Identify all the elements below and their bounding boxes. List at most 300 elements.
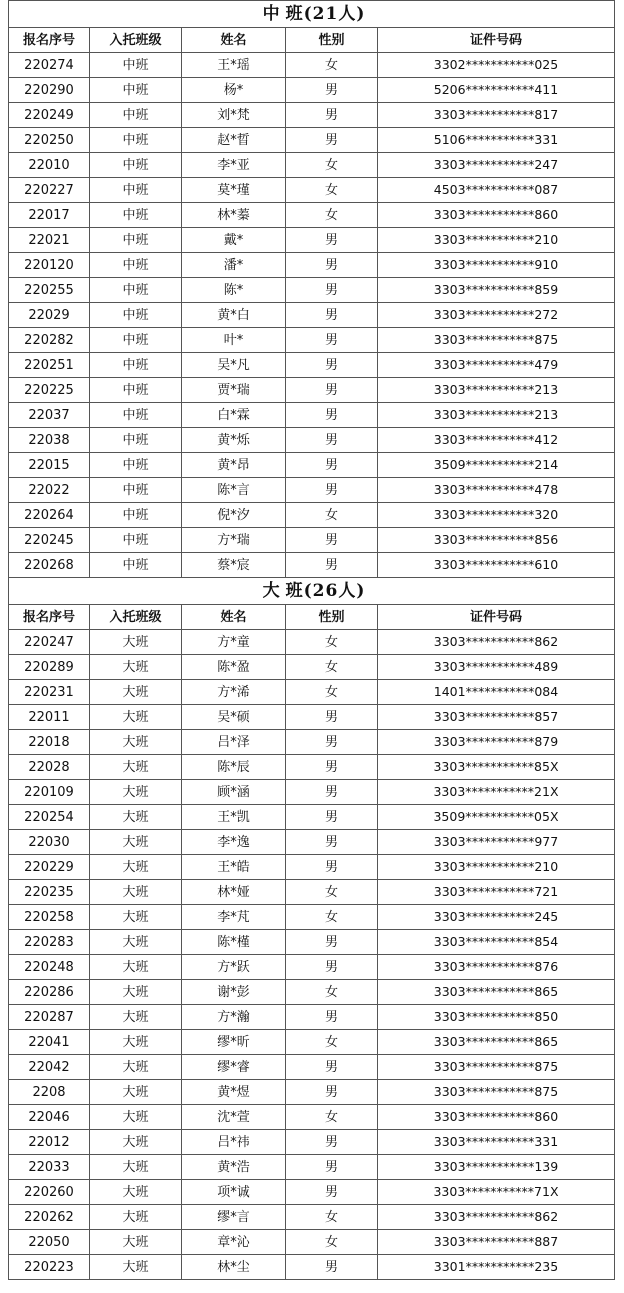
gender-cell: 女 — [286, 655, 378, 680]
id-number-cell: 3303***********272 — [378, 303, 615, 328]
gender-cell: 女 — [286, 880, 378, 905]
id-number-cell: 3303***********865 — [378, 1030, 615, 1055]
gender-cell: 女 — [286, 503, 378, 528]
class-cell: 中班 — [90, 103, 182, 128]
section-title — [9, 578, 615, 605]
table-row — [9, 930, 615, 955]
name-cell: 吕*祎 — [182, 1130, 286, 1155]
registration-number-cell: 220286 — [9, 980, 90, 1005]
class-cell: 中班 — [90, 178, 182, 203]
class-cell: 大班 — [90, 955, 182, 980]
registration-number-cell: 22042 — [9, 1055, 90, 1080]
id-number-cell: 3303***********887 — [378, 1230, 615, 1255]
class-cell: 大班 — [90, 1030, 182, 1055]
table-row — [9, 503, 615, 528]
id-number-cell: 3303***********210 — [378, 228, 615, 253]
header-registration-number: 报名序号 — [9, 28, 90, 53]
id-number-cell: 3303***********879 — [378, 730, 615, 755]
class-cell: 中班 — [90, 228, 182, 253]
registration-number-cell: 220264 — [9, 503, 90, 528]
gender-cell: 女 — [286, 153, 378, 178]
registration-number-cell: 220231 — [9, 680, 90, 705]
gender-cell: 女 — [286, 203, 378, 228]
table-row — [9, 805, 615, 830]
id-number-cell: 3303***********817 — [378, 103, 615, 128]
gender-cell: 男 — [286, 805, 378, 830]
id-number-cell: 3303***********85X — [378, 755, 615, 780]
table-row — [9, 880, 615, 905]
id-number-cell: 3303***********910 — [378, 253, 615, 278]
table-row — [9, 128, 615, 153]
id-number-cell: 3303***********875 — [378, 328, 615, 353]
name-cell: 白*霖 — [182, 403, 286, 428]
id-number-cell: 3303***********977 — [378, 830, 615, 855]
id-number-cell: 3303***********860 — [378, 203, 615, 228]
gender-cell: 男 — [286, 353, 378, 378]
gender-cell: 男 — [286, 228, 378, 253]
name-cell: 戴* — [182, 228, 286, 253]
registration-number-cell: 22030 — [9, 830, 90, 855]
id-number-cell: 3303***********854 — [378, 930, 615, 955]
table-row — [9, 78, 615, 103]
table-row — [9, 228, 615, 253]
name-cell: 杨* — [182, 78, 286, 103]
registration-number-cell: 22041 — [9, 1030, 90, 1055]
gender-cell: 男 — [286, 378, 378, 403]
id-number-cell: 3303***********865 — [378, 980, 615, 1005]
gender-cell: 男 — [286, 478, 378, 503]
class-cell: 大班 — [90, 905, 182, 930]
gender-cell: 男 — [286, 1130, 378, 1155]
id-number-cell: 1401***********084 — [378, 680, 615, 705]
table-row — [9, 553, 615, 578]
id-number-cell: 3303***********320 — [378, 503, 615, 528]
registration-number-cell: 220109 — [9, 780, 90, 805]
name-cell: 林*蓁 — [182, 203, 286, 228]
registration-number-cell: 220287 — [9, 1005, 90, 1030]
name-cell: 李*逸 — [182, 830, 286, 855]
name-cell: 潘* — [182, 253, 286, 278]
class-cell: 大班 — [90, 1080, 182, 1105]
gender-cell: 男 — [286, 128, 378, 153]
section-title — [9, 1, 615, 28]
section-title-row — [9, 1, 615, 28]
table-row — [9, 53, 615, 78]
name-cell: 李*芃 — [182, 905, 286, 930]
registration-number-cell: 22037 — [9, 403, 90, 428]
class-cell: 大班 — [90, 1155, 182, 1180]
name-cell: 吴*凡 — [182, 353, 286, 378]
class-cell: 大班 — [90, 630, 182, 655]
name-cell: 项*诚 — [182, 1180, 286, 1205]
id-number-cell: 3303***********489 — [378, 655, 615, 680]
gender-cell: 男 — [286, 1255, 378, 1280]
section-title-rest: 班(26人) — [285, 580, 366, 601]
gender-cell: 男 — [286, 1080, 378, 1105]
name-cell: 莫*瑾 — [182, 178, 286, 203]
gender-cell: 男 — [286, 1180, 378, 1205]
class-cell: 大班 — [90, 680, 182, 705]
gender-cell: 男 — [286, 278, 378, 303]
class-cell: 大班 — [90, 1055, 182, 1080]
table-row — [9, 630, 615, 655]
gender-cell: 男 — [286, 453, 378, 478]
gender-cell: 女 — [286, 980, 378, 1005]
registration-number-cell: 22038 — [9, 428, 90, 453]
registration-number-cell: 220251 — [9, 353, 90, 378]
name-cell: 黄*烁 — [182, 428, 286, 453]
class-cell: 中班 — [90, 328, 182, 353]
table-row — [9, 278, 615, 303]
name-cell: 陈* — [182, 278, 286, 303]
name-cell: 吕*泽 — [182, 730, 286, 755]
registration-number-cell: 22029 — [9, 303, 90, 328]
id-number-cell: 3303***********479 — [378, 353, 615, 378]
name-cell: 李*亚 — [182, 153, 286, 178]
id-number-cell: 3302***********025 — [378, 53, 615, 78]
gender-cell: 男 — [286, 553, 378, 578]
id-number-cell: 3303***********213 — [378, 378, 615, 403]
class-cell: 大班 — [90, 1005, 182, 1030]
registration-number-cell: 220262 — [9, 1205, 90, 1230]
table-row — [9, 855, 615, 880]
name-cell: 缪*昕 — [182, 1030, 286, 1055]
class-cell: 中班 — [90, 128, 182, 153]
table-row — [9, 378, 615, 403]
table-row — [9, 1055, 615, 1080]
class-cell: 中班 — [90, 378, 182, 403]
class-cell: 中班 — [90, 403, 182, 428]
name-cell: 章*沁 — [182, 1230, 286, 1255]
registration-number-cell: 220250 — [9, 128, 90, 153]
registration-number-cell: 22011 — [9, 705, 90, 730]
table-row — [9, 353, 615, 378]
id-number-cell: 3303***********245 — [378, 905, 615, 930]
class-cell: 大班 — [90, 930, 182, 955]
class-cell: 中班 — [90, 78, 182, 103]
gender-cell: 男 — [286, 78, 378, 103]
class-cell: 中班 — [90, 553, 182, 578]
registration-number-cell: 220223 — [9, 1255, 90, 1280]
id-number-cell: 3303***********856 — [378, 528, 615, 553]
gender-cell: 男 — [286, 830, 378, 855]
registration-number-cell: 22017 — [9, 203, 90, 228]
header-name: 姓名 — [182, 605, 286, 630]
table-row — [9, 755, 615, 780]
class-cell: 大班 — [90, 1180, 182, 1205]
class-cell: 大班 — [90, 1205, 182, 1230]
gender-cell: 女 — [286, 905, 378, 930]
gender-cell: 女 — [286, 1205, 378, 1230]
table-row — [9, 528, 615, 553]
id-number-cell: 3303***********721 — [378, 880, 615, 905]
gender-cell: 男 — [286, 955, 378, 980]
name-cell: 陈*言 — [182, 478, 286, 503]
gender-cell: 男 — [286, 1155, 378, 1180]
table-row — [9, 1130, 615, 1155]
registration-number-cell: 22015 — [9, 453, 90, 478]
name-cell: 王*皓 — [182, 855, 286, 880]
admission-list — [8, 0, 614, 1280]
gender-cell: 女 — [286, 680, 378, 705]
id-number-cell: 5206***********411 — [378, 78, 615, 103]
id-number-cell: 3303***********875 — [378, 1080, 615, 1105]
name-cell: 陈*盈 — [182, 655, 286, 680]
table-row — [9, 655, 615, 680]
gender-cell: 男 — [286, 328, 378, 353]
class-cell: 中班 — [90, 428, 182, 453]
header-name: 姓名 — [182, 28, 286, 53]
id-number-cell: 3303***********862 — [378, 1205, 615, 1230]
gender-cell: 女 — [286, 178, 378, 203]
registration-number-cell: 22046 — [9, 1105, 90, 1130]
gender-cell: 女 — [286, 630, 378, 655]
gender-cell: 男 — [286, 428, 378, 453]
table-row — [9, 1080, 615, 1105]
class-cell: 中班 — [90, 528, 182, 553]
gender-cell: 女 — [286, 1230, 378, 1255]
table-row — [9, 1255, 615, 1280]
header-gender: 性别 — [286, 605, 378, 630]
registration-number-cell: 220245 — [9, 528, 90, 553]
name-cell: 方*瀚 — [182, 1005, 286, 1030]
table-row — [9, 980, 615, 1005]
header-gender: 性别 — [286, 28, 378, 53]
gender-cell: 女 — [286, 1105, 378, 1130]
table-header-row — [9, 605, 615, 630]
class-cell: 大班 — [90, 1255, 182, 1280]
registration-number-cell: 220282 — [9, 328, 90, 353]
id-number-cell: 3303***********859 — [378, 278, 615, 303]
id-number-cell: 3303***********247 — [378, 153, 615, 178]
name-cell: 陈*槿 — [182, 930, 286, 955]
id-number-cell: 3303***********862 — [378, 630, 615, 655]
gender-cell: 男 — [286, 930, 378, 955]
registration-number-cell: 220120 — [9, 253, 90, 278]
id-number-cell: 3303***********213 — [378, 403, 615, 428]
gender-cell: 男 — [286, 528, 378, 553]
id-number-cell: 3303***********610 — [378, 553, 615, 578]
table-row — [9, 203, 615, 228]
gender-cell: 男 — [286, 303, 378, 328]
registration-number-cell: 220229 — [9, 855, 90, 880]
name-cell: 蔡*宸 — [182, 553, 286, 578]
id-number-cell: 3303***********876 — [378, 955, 615, 980]
registration-number-cell: 220225 — [9, 378, 90, 403]
table-row — [9, 1105, 615, 1130]
registration-number-cell: 220258 — [9, 905, 90, 930]
id-number-cell: 3303***********412 — [378, 428, 615, 453]
table-row — [9, 705, 615, 730]
gender-cell: 男 — [286, 705, 378, 730]
name-cell: 林*尘 — [182, 1255, 286, 1280]
table-row — [9, 428, 615, 453]
name-cell: 黄*浩 — [182, 1155, 286, 1180]
name-cell: 缪*言 — [182, 1205, 286, 1230]
class-cell: 中班 — [90, 478, 182, 503]
name-cell: 黄*煜 — [182, 1080, 286, 1105]
table-body — [9, 1, 615, 1280]
name-cell: 方*童 — [182, 630, 286, 655]
table-row — [9, 453, 615, 478]
class-cell: 大班 — [90, 980, 182, 1005]
gender-cell: 男 — [286, 253, 378, 278]
id-number-cell: 3303***********139 — [378, 1155, 615, 1180]
registration-number-cell: 220227 — [9, 178, 90, 203]
class-cell: 大班 — [90, 655, 182, 680]
id-number-cell: 3509***********05X — [378, 805, 615, 830]
table-header-row — [9, 28, 615, 53]
table-row — [9, 1230, 615, 1255]
class-cell: 大班 — [90, 1230, 182, 1255]
id-number-cell: 3303***********210 — [378, 855, 615, 880]
table-row — [9, 1030, 615, 1055]
header-id-number: 证件号码 — [378, 605, 615, 630]
registration-number-cell: 22010 — [9, 153, 90, 178]
class-cell: 大班 — [90, 855, 182, 880]
registration-number-cell: 220249 — [9, 103, 90, 128]
registration-number-cell: 220247 — [9, 630, 90, 655]
name-cell: 黄*白 — [182, 303, 286, 328]
table-row — [9, 403, 615, 428]
class-cell: 大班 — [90, 705, 182, 730]
table-row — [9, 478, 615, 503]
class-cell: 大班 — [90, 755, 182, 780]
class-cell: 大班 — [90, 880, 182, 905]
section-title-rest: 班(21人) — [285, 3, 366, 24]
name-cell: 黄*昂 — [182, 453, 286, 478]
registration-number-cell: 220255 — [9, 278, 90, 303]
class-cell: 大班 — [90, 730, 182, 755]
name-cell: 方*跃 — [182, 955, 286, 980]
admission-table — [8, 0, 615, 1280]
table-row — [9, 1180, 615, 1205]
id-number-cell: 3303***********875 — [378, 1055, 615, 1080]
class-cell: 中班 — [90, 353, 182, 378]
id-number-cell: 3301***********235 — [378, 1255, 615, 1280]
class-cell: 大班 — [90, 1105, 182, 1130]
header-registration-number: 报名序号 — [9, 605, 90, 630]
id-number-cell: 3303***********71X — [378, 1180, 615, 1205]
name-cell: 顾*涵 — [182, 780, 286, 805]
registration-number-cell: 220248 — [9, 955, 90, 980]
id-number-cell: 3303***********857 — [378, 705, 615, 730]
table-row — [9, 253, 615, 278]
table-row — [9, 780, 615, 805]
registration-number-cell: 22012 — [9, 1130, 90, 1155]
id-number-cell: 3303***********21X — [378, 780, 615, 805]
registration-number-cell: 220235 — [9, 880, 90, 905]
registration-number-cell: 2208 — [9, 1080, 90, 1105]
name-cell: 方*浠 — [182, 680, 286, 705]
registration-number-cell: 220260 — [9, 1180, 90, 1205]
registration-number-cell: 22022 — [9, 478, 90, 503]
name-cell: 吴*硕 — [182, 705, 286, 730]
gender-cell: 男 — [286, 755, 378, 780]
table-row — [9, 730, 615, 755]
table-row — [9, 178, 615, 203]
class-cell: 中班 — [90, 203, 182, 228]
table-row — [9, 153, 615, 178]
registration-number-cell: 220283 — [9, 930, 90, 955]
id-number-cell: 3509***********214 — [378, 453, 615, 478]
table-row — [9, 955, 615, 980]
gender-cell: 男 — [286, 855, 378, 880]
registration-number-cell: 22028 — [9, 755, 90, 780]
id-number-cell: 3303***********850 — [378, 1005, 615, 1030]
name-cell: 谢*彭 — [182, 980, 286, 1005]
table-row — [9, 680, 615, 705]
name-cell: 沈*萱 — [182, 1105, 286, 1130]
table-row — [9, 303, 615, 328]
name-cell: 刘*梵 — [182, 103, 286, 128]
registration-number-cell: 22050 — [9, 1230, 90, 1255]
class-cell: 中班 — [90, 253, 182, 278]
gender-cell: 男 — [286, 403, 378, 428]
name-cell: 林*娅 — [182, 880, 286, 905]
table-row — [9, 103, 615, 128]
name-cell: 缪*睿 — [182, 1055, 286, 1080]
registration-number-cell: 22021 — [9, 228, 90, 253]
class-cell: 中班 — [90, 53, 182, 78]
id-number-cell: 5106***********331 — [378, 128, 615, 153]
name-cell: 方*瑞 — [182, 528, 286, 553]
table-row — [9, 1205, 615, 1230]
section-title-first-char: 中 — [262, 3, 281, 24]
name-cell: 倪*汐 — [182, 503, 286, 528]
header-class: 入托班级 — [90, 605, 182, 630]
gender-cell: 女 — [286, 1030, 378, 1055]
class-cell: 大班 — [90, 830, 182, 855]
name-cell: 贾*瑞 — [182, 378, 286, 403]
class-cell: 中班 — [90, 503, 182, 528]
table-row — [9, 328, 615, 353]
registration-number-cell: 22033 — [9, 1155, 90, 1180]
registration-number-cell: 22018 — [9, 730, 90, 755]
gender-cell: 男 — [286, 730, 378, 755]
header-id-number: 证件号码 — [378, 28, 615, 53]
table-row — [9, 830, 615, 855]
name-cell: 王*凯 — [182, 805, 286, 830]
class-cell: 中班 — [90, 453, 182, 478]
gender-cell: 男 — [286, 780, 378, 805]
class-cell: 大班 — [90, 1130, 182, 1155]
class-cell: 中班 — [90, 303, 182, 328]
class-cell: 大班 — [90, 780, 182, 805]
gender-cell: 男 — [286, 103, 378, 128]
table-row — [9, 905, 615, 930]
registration-number-cell: 220289 — [9, 655, 90, 680]
registration-number-cell: 220290 — [9, 78, 90, 103]
class-cell: 中班 — [90, 278, 182, 303]
gender-cell: 男 — [286, 1055, 378, 1080]
header-class: 入托班级 — [90, 28, 182, 53]
id-number-cell: 3303***********331 — [378, 1130, 615, 1155]
registration-number-cell: 220274 — [9, 53, 90, 78]
table-row — [9, 1005, 615, 1030]
id-number-cell: 4503***********087 — [378, 178, 615, 203]
id-number-cell: 3303***********478 — [378, 478, 615, 503]
registration-number-cell: 220254 — [9, 805, 90, 830]
name-cell: 陈*辰 — [182, 755, 286, 780]
id-number-cell: 3303***********860 — [378, 1105, 615, 1130]
name-cell: 王*瑶 — [182, 53, 286, 78]
class-cell: 中班 — [90, 153, 182, 178]
section-title-row — [9, 578, 615, 605]
section-title-first-char: 大 — [262, 580, 281, 601]
gender-cell: 男 — [286, 1005, 378, 1030]
registration-number-cell: 220268 — [9, 553, 90, 578]
